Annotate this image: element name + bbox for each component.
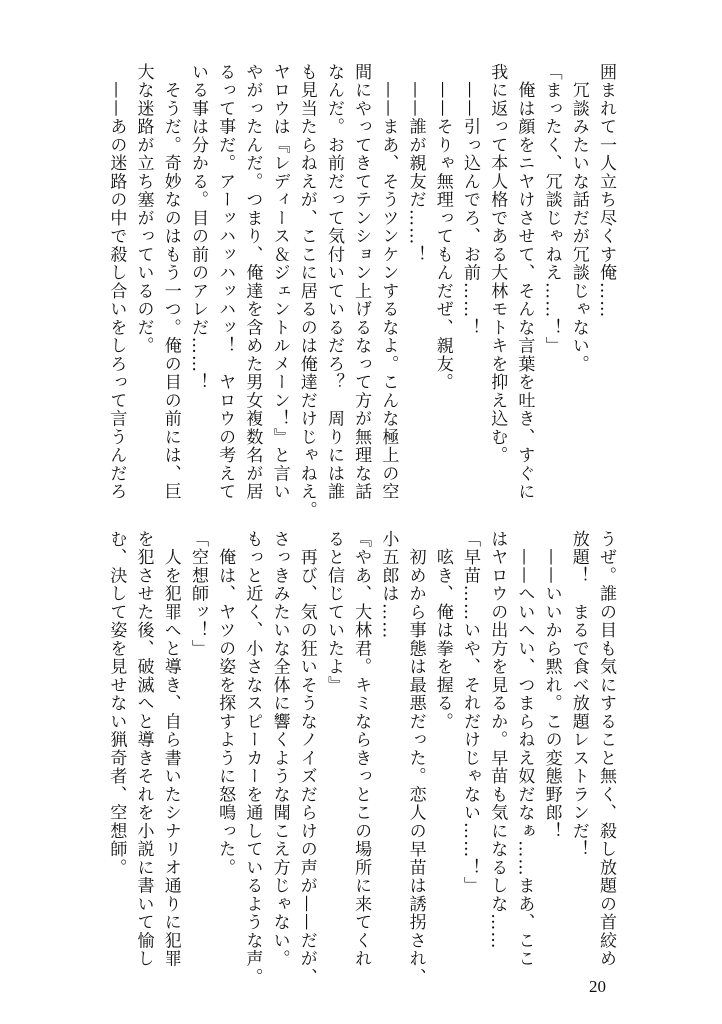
- text-column: 『やあ、大林君。キミならきっとこの場所に来てくれ: [351, 530, 372, 968]
- text-column: 我に返って本人格である大林モトキを抑え込む。: [487, 63, 508, 465]
- text-column: ——誰が親友だ……！: [405, 63, 426, 264]
- text-column: を犯させた後、破滅へと導きそれを小説に書いて愉し: [133, 530, 154, 968]
- text-column: なんだ。お前だって気付いているだろ？ 周りには誰: [323, 63, 344, 501]
- text-column: 呟き、俺は拳を握る。: [432, 530, 453, 731]
- text-column: ——あの迷路の中で殺し合いをしろって言うんだろ: [106, 63, 127, 501]
- text-column: 囲まれて一人立ち尽くす俺……: [596, 63, 616, 319]
- text-column: ——引っ込んでろ、お前……！: [459, 63, 480, 337]
- text-column: やがったんだ。つまり、俺達を含めた男女複数名が居: [242, 63, 263, 501]
- text-column: さっきみたいな全体に響くような聞こえ方じゃない。: [269, 530, 290, 968]
- text-column: はヤロウの出方を見るか。早苗も気になるしな……: [487, 530, 508, 950]
- text-column: 再び、気の狂いそうなノイズだらけの声が——だが、: [296, 530, 317, 987]
- text-column: いる事は分かる。目の前のアレだ……！: [187, 63, 208, 392]
- upper-text-block: [102, 63, 619, 520]
- text-column: ——いいから黙れ。この変態野郎！: [541, 530, 562, 841]
- page-number: 20: [589, 977, 606, 996]
- text-column: もっと近く、小さなスピーカーを通しているような声。: [242, 530, 263, 987]
- text-column: 人を犯罪へと導き、自ら書いたシナリオ通りに犯罪: [160, 530, 181, 968]
- text-column: 小五郎は……: [378, 530, 399, 640]
- text-column: 「早苗……いや、それだけじゃない……！」: [459, 530, 480, 895]
- text-column: ——そりゃ無理ってもんだぜ、親友。: [432, 63, 453, 392]
- text-column: 大な迷路が立ち塞がっているのだ。: [133, 63, 154, 355]
- text-column: 俺は、ヤツの姿を探すように怒鳴った。: [215, 530, 236, 877]
- text-column: ——へいへい、つまらねえ奴だなぁ……まあ、ここ: [514, 530, 535, 968]
- text-column: 間にやってきてテンション上げるなって方が無理な話: [351, 63, 372, 501]
- text-column: 放題！ まるで食べ放題レストランだ！: [568, 530, 589, 859]
- text-column: 初めから事態は最悪だった。恋人の早苗は誘拐され、: [405, 530, 426, 987]
- text-column: む、決して姿を見せない猟奇者、空想師。: [106, 530, 127, 877]
- text-column: 「まったく、冗談じゃねえ……！」: [541, 63, 562, 355]
- text-column: 冗談みたいな話だが冗談じゃない。: [568, 63, 589, 374]
- text-column: ——まあ、そうツンケンするなよ。こんな極上の空: [378, 63, 399, 501]
- text-column: 「空想師ッ！」: [187, 530, 208, 658]
- text-column: うぜ。誰の目も気にすること無く、殺し放題の首絞め: [596, 530, 616, 968]
- text-column: も見当たらねえが、ここに居るのは俺達だけじゃねえ。: [296, 63, 317, 520]
- text-column: 俺は顔をニヤけさせて、そんな言葉を吐き、すぐに: [514, 63, 535, 501]
- text-column: そうだ。奇妙なのはもう一つ。俺の目の前には、巨: [160, 63, 181, 501]
- text-column: ると信じていたよ』: [323, 530, 344, 695]
- text-column: ヤロウは『レディース＆ジェントルメーン！』と言い: [269, 63, 290, 501]
- text-column: るって事だ。アーッハッハッハッ！ ヤロウの考えて: [215, 63, 236, 501]
